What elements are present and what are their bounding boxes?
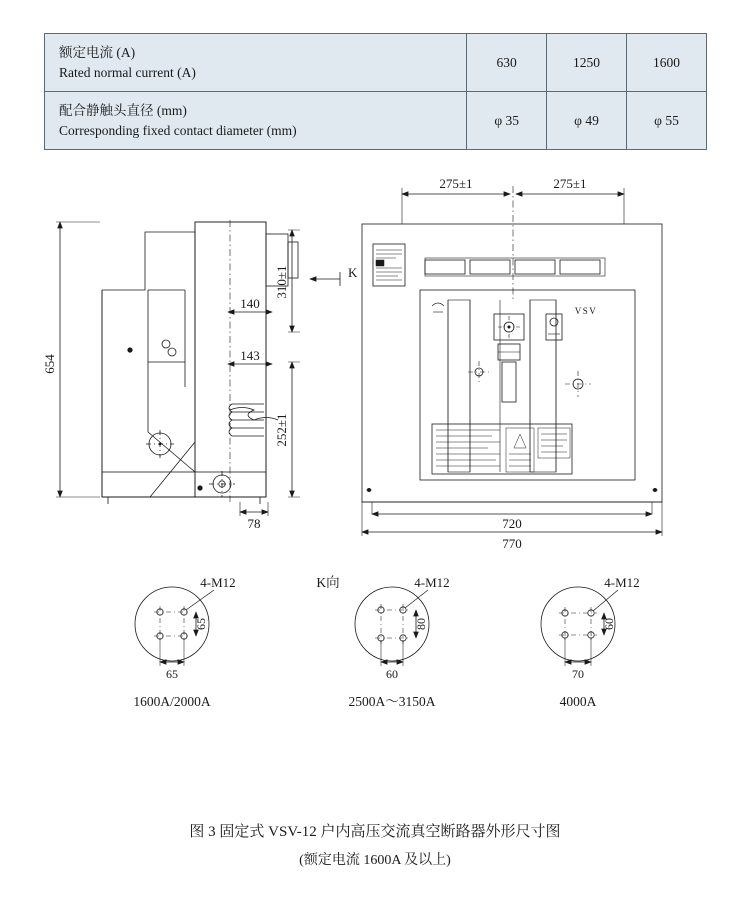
spec-value: φ 49: [547, 92, 627, 150]
dim-720: 720: [502, 516, 522, 531]
pattern-caption-1: 1600A/2000A: [133, 694, 211, 709]
dim-h-2: 60: [386, 667, 398, 681]
spec-label-cn: 额定电流 (A): [59, 45, 136, 60]
dim-143: 143: [240, 348, 260, 363]
dim-654: 654: [42, 354, 57, 374]
spec-label-cn: 配合静触头直径 (mm): [59, 103, 187, 119]
spec-value: 1250: [547, 34, 627, 92]
k-view-label: K向: [316, 575, 340, 590]
spec-label-en: Rated normal current (A): [59, 64, 196, 80]
technical-drawing: [0, 172, 750, 752]
bolt-note-2: 4-M12: [414, 575, 450, 590]
table-row: [45, 92, 707, 150]
spec-value: 630: [467, 34, 547, 92]
dim-310: 310±1: [274, 265, 289, 299]
bolt-note-1: 4-M12: [200, 575, 236, 590]
brand-label-vsv: VSV: [574, 306, 598, 316]
dim-78: 78: [247, 516, 261, 531]
dim-140: 140: [240, 296, 260, 311]
pattern-caption-2: 2500A～3150A: [348, 694, 436, 709]
table-row: [45, 34, 707, 92]
spec-value: 1600: [626, 34, 706, 92]
figure-caption-line2: (额定电流 1600A 及以上): [299, 853, 451, 869]
dim-h-1: 65: [166, 667, 178, 681]
side-view: [56, 220, 340, 516]
dim-v-3: 60: [602, 618, 616, 630]
spec-table: [44, 33, 707, 150]
spec-label-cell: [45, 34, 467, 92]
dim-275-left: 275±1: [439, 176, 473, 191]
figure-caption: [0, 818, 750, 875]
spec-label-en: Corresponding fixed contact diameter (mm): [59, 122, 297, 138]
dim-770: 770: [502, 536, 522, 551]
spec-label-cell: [45, 92, 467, 150]
dim-h-3: 70: [572, 667, 584, 681]
dim-275-right: 275±1: [553, 176, 587, 191]
bolt-note-3: 4-M12: [604, 575, 640, 590]
drawing-svg: [0, 172, 750, 752]
dim-252: 252±1: [274, 413, 289, 447]
spec-value: φ 55: [626, 92, 706, 150]
dim-v-1: 65: [194, 618, 208, 630]
spec-value: φ 35: [467, 92, 547, 150]
dim-v-2: 80: [414, 618, 428, 630]
figure-caption-line1: 图 3 固定式 VSV-12 户内高压交流真空断路器外形尺寸图: [189, 824, 561, 840]
dimension-labels: [42, 176, 640, 709]
k-arrow-label: K: [348, 265, 358, 280]
pattern-caption-3: 4000A: [559, 694, 597, 709]
front-view: [362, 186, 662, 536]
